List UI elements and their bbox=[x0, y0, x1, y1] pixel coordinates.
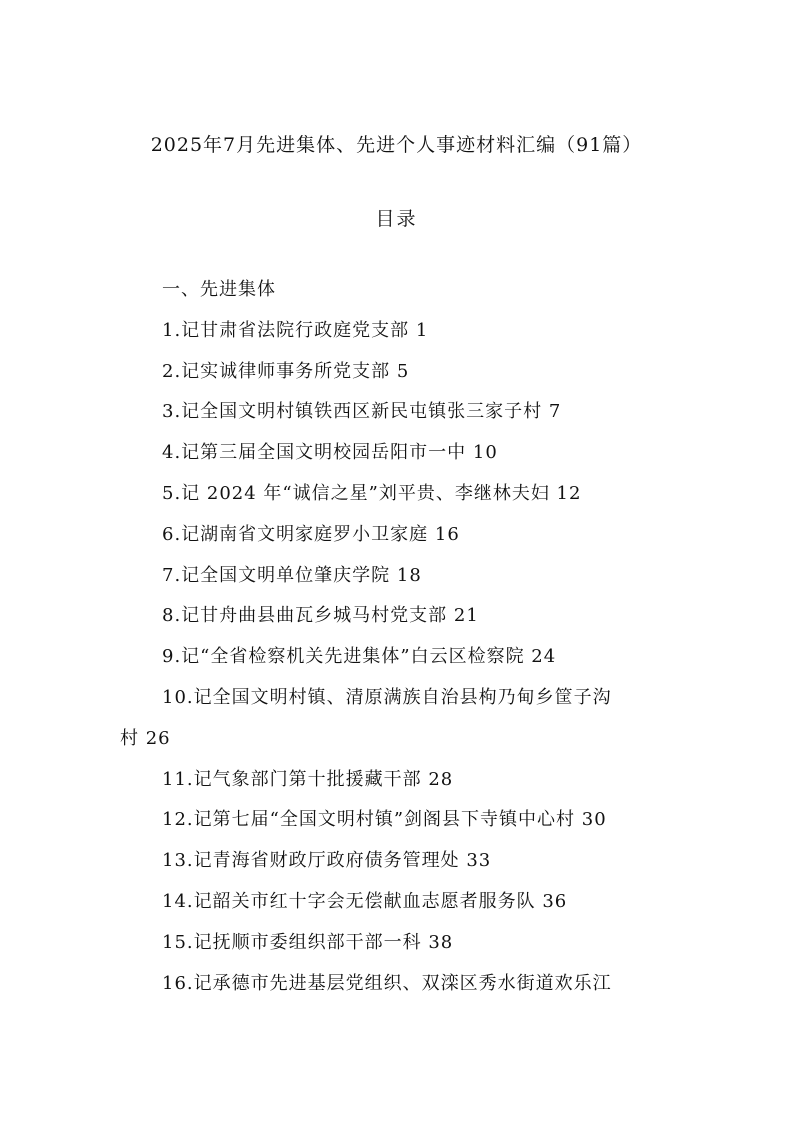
toc-entry-1: 1.记甘肃省法院行政庭党支部 1 bbox=[162, 319, 429, 341]
toc-entry-14: 14.记韶关市红十字会无偿献血志愿者服务队 36 bbox=[162, 890, 568, 912]
toc-entry-15: 15.记抚顺市委组织部干部一科 38 bbox=[162, 931, 454, 953]
toc-entry-3: 3.记全国文明村镇铁西区新民屯镇张三家子村 7 bbox=[162, 401, 562, 423]
toc-entry-7: 7.记全国文明单位肇庆学院 18 bbox=[162, 564, 422, 586]
toc-entry-5: 5.记 2024 年“诚信之星”刘平贵、李继林夫妇 12 bbox=[162, 482, 582, 504]
toc-entry-10-continuation: 村 26 bbox=[120, 727, 171, 749]
toc-heading: 目录 bbox=[375, 208, 418, 230]
toc-entry-4: 4.记第三届全国文明校园岳阳市一中 10 bbox=[162, 442, 498, 464]
toc-entry-2: 2.记实诚律师事务所党支部 5 bbox=[162, 360, 410, 382]
toc-entry-16: 16.记承德市先进基层党组织、双滦区秀水街道欢乐江 bbox=[162, 972, 612, 994]
toc-entry-8: 8.记甘舟曲县曲瓦乡城马村党支部 21 bbox=[162, 605, 479, 627]
table-of-contents bbox=[120, 270, 680, 1004]
toc-entry-6: 6.记湖南省文明家庭罗小卫家庭 16 bbox=[162, 523, 460, 545]
document-title: 2025年7月先进集体、先进个人事迹材料汇编（91篇） bbox=[150, 134, 643, 156]
toc-entry-12: 12.记第七届“全国文明村镇”剑阁县下寺镇中心村 30 bbox=[162, 809, 607, 831]
toc-entry-11: 11.记气象部门第十批援藏干部 28 bbox=[162, 768, 454, 790]
section-heading: 一、先进集体 bbox=[162, 279, 276, 300]
toc-entry-9: 9.记“全省检察机关先进集体”白云区检察院 24 bbox=[162, 646, 557, 668]
toc-entry-10: 10.记全国文明村镇、清原满族自治县枸乃甸乡筐子沟 bbox=[162, 686, 612, 708]
toc-entry-13: 13.记青海省财政厅政府债务管理处 33 bbox=[162, 850, 492, 872]
